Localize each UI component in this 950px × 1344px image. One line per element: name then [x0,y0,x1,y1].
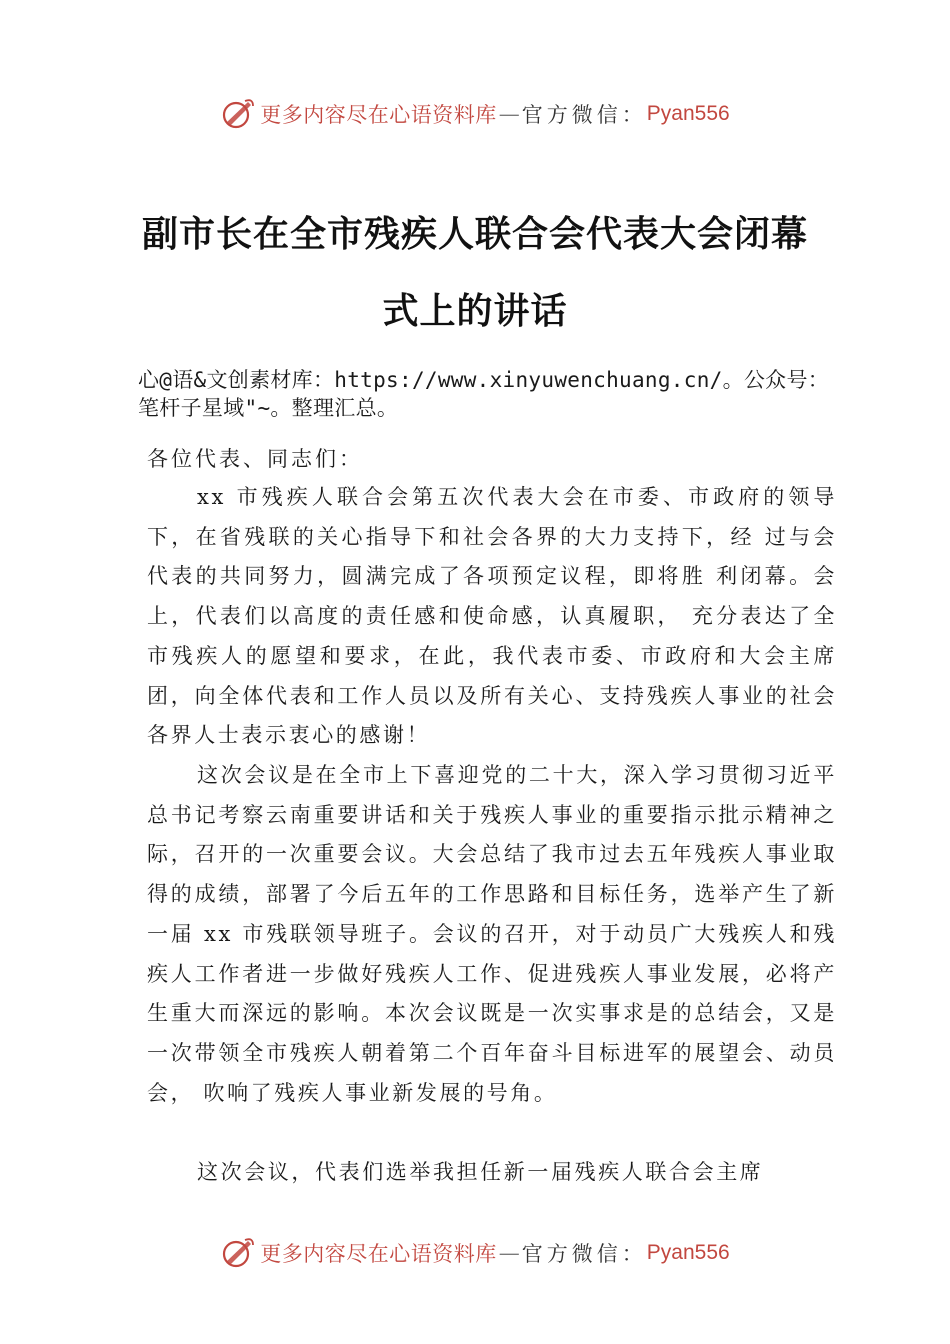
watermark-wechat-label: 官方微信： [521,1242,647,1266]
watermark-separator: — [498,102,520,126]
watermark-brand: 更多内容尽在心语资料库 [260,103,497,127]
body-paragraph-2: 这次会议是在全市上下喜迎党的二十大，深入学习贯彻习近平总书记考察云南重要讲话和关于残疾人事业的重要指示批示精神之际，召开的一次重要会议。大会总结了我市过去五年残疾人事业取得的成绩，部署了今后五年的工作思路和目标任务，选举产生了新一届 xx 市残联领导班子。会议的召开，对于动员广大残疾人和残疾人工作者进一步做好残疾人工作、促进残疾人事业发展，必将产生重大而深远的影响。本次会议既是一次实事求是的总结会，又是一次带领全市残疾人朝着第二个百年奋斗目标进军的展望会、动员会， 吹响了残疾人事业新发展的号角。 [147,763,837,1105]
greeting: 各位代表、同志们： [147,447,363,471]
watermark-banner-top [0,92,950,136]
body-paragraph-3: 这次会议，代表们选举我担任新一届残疾人联合会主席 [197,1160,764,1184]
watermark-wechat-id: Pyan556 [646,1241,730,1264]
document-title-line2: 式上的讲话 [382,290,568,332]
document-title-line1: 副市长在全市残疾人联合会代表大会闭幕 [141,213,808,255]
watermark-brand: 更多内容尽在心语资料库 [260,1242,497,1266]
quill-seal-logo-icon [220,96,256,132]
quill-seal-logo-icon [220,1235,256,1271]
watermark-wechat-id: Pyan556 [646,102,730,125]
watermark-wechat-label: 官方微信： [521,103,647,127]
source-note: 心@语&文创素材库：https://www.xinyuwenchuang.cn/。公众号：笔杆子星域"~。整理汇总。 [138,368,830,420]
watermark-separator: — [498,1241,520,1265]
body-paragraph-1: xx 市残疾人联合会第五次代表大会在市委、市政府的领导下，在省残联的关心指导下和社会各界的大力支持下，经 过与会代表的共同努力，圆满完成了各项预定议程，即将胜 利闭幕。会上，代表们以高度的责任感和使命感，认真履职， 充分表达了全市残疾人的愿望和要求，在此，我代表市委、市政府和大会主席团，向全体代表和工作人员以及所有关心、支持残疾人事业的社会各界人士表示衷心的感谢！ [147,485,837,748]
watermark-banner-bottom [0,1231,950,1275]
